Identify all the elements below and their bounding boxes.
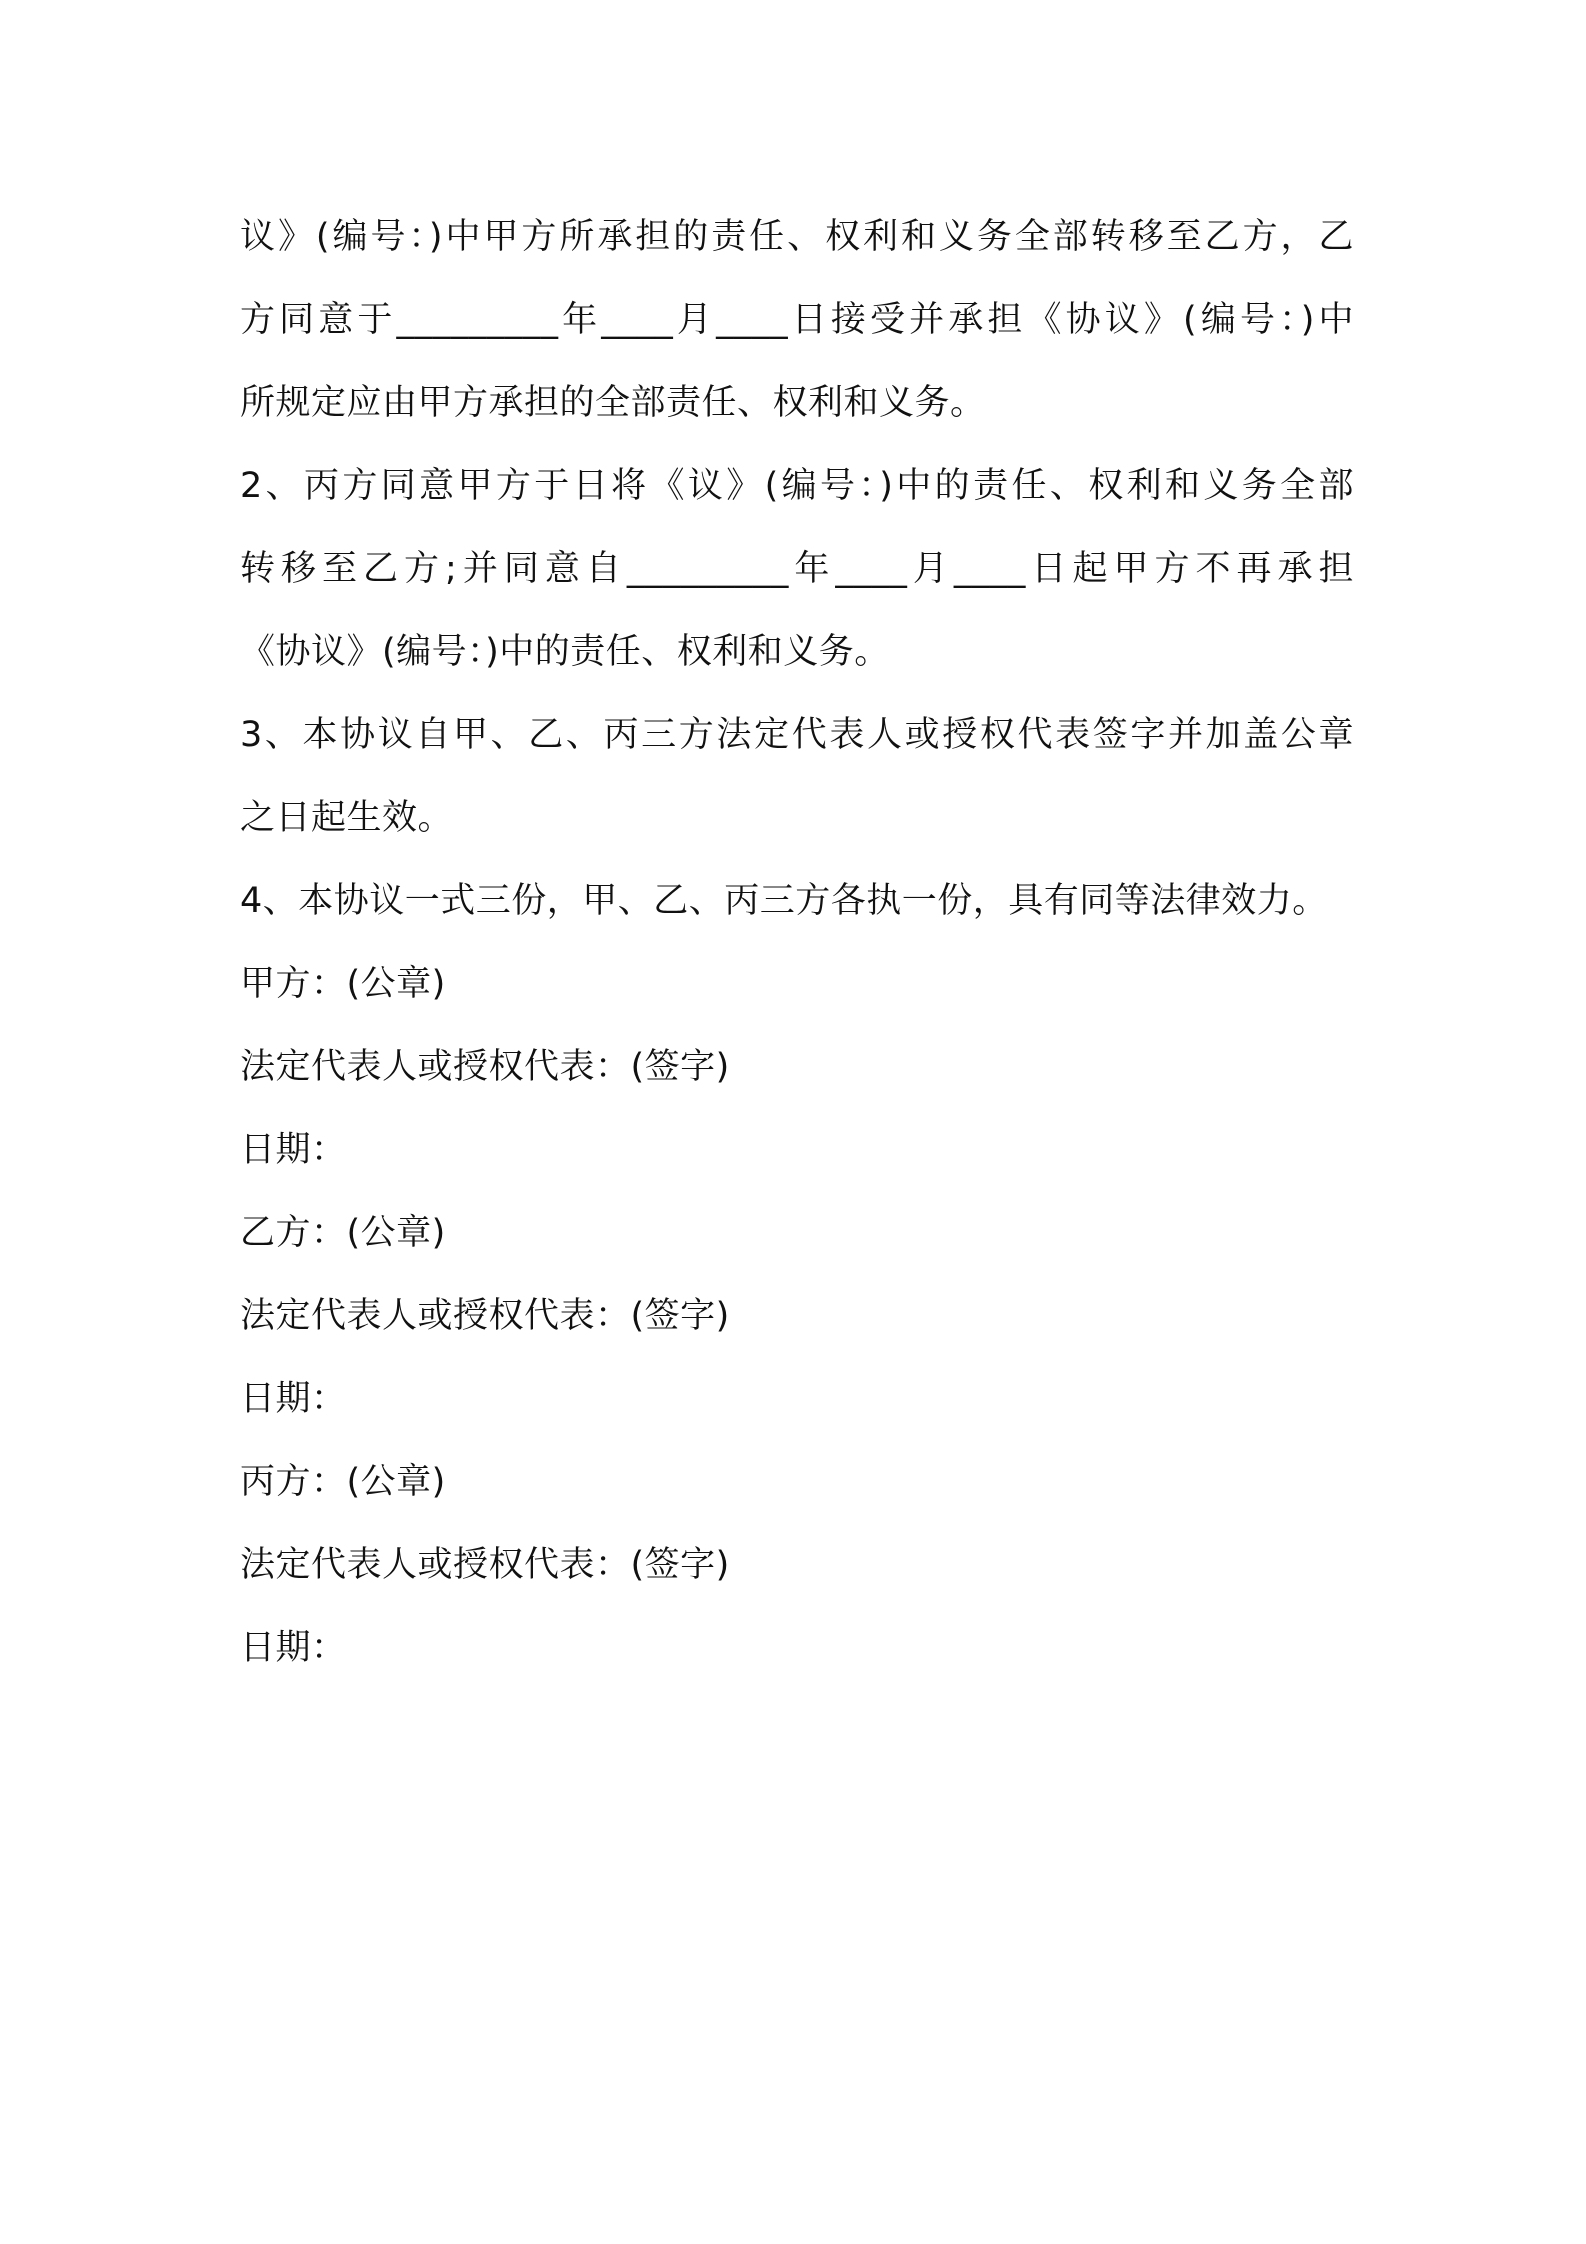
representative-signature-label: 法定代表人或授权代表：(签字) xyxy=(240,1296,730,1336)
date-label: 日期： xyxy=(240,1379,347,1419)
party-seal-label: 乙方：(公章) xyxy=(240,1213,446,1253)
party-seal-label: 甲方：(公章) xyxy=(240,964,446,1004)
clause-line: 方同意于_________年____月____日接受并承担《协议》(编号：)中 xyxy=(240,300,1354,340)
clause-line: 之日起生效。 xyxy=(240,798,454,838)
clause-line: 3、本协议自甲、乙、丙三方法定代表人或授权代表签字并加盖公章 xyxy=(240,715,1354,755)
clause-line: 议》(编号：)中甲方所承担的责任、权利和义务全部转移至乙方，乙 xyxy=(240,217,1354,257)
party-seal-label: 丙方：(公章) xyxy=(240,1462,446,1502)
clause-line: 所规定应由甲方承担的全部责任、权利和义务。 xyxy=(240,383,986,423)
representative-signature-label: 法定代表人或授权代表：(签字) xyxy=(240,1047,730,1087)
clause-line: 2、丙方同意甲方于日将《议》(编号：)中的责任、权利和义务全部 xyxy=(240,466,1354,506)
representative-signature-label: 法定代表人或授权代表：(签字) xyxy=(240,1545,730,1585)
clause-line: 转移至乙方;并同意自_________年____月____日起甲方不再承担 xyxy=(240,549,1354,589)
date-label: 日期： xyxy=(240,1130,347,1170)
signature-block-party-b xyxy=(240,1192,1370,1441)
signature-block-party-a xyxy=(240,943,1370,1192)
clause-line: 《协议》(编号：)中的责任、权利和义务。 xyxy=(240,632,890,672)
document-body xyxy=(240,196,1370,1690)
signature-block-party-c xyxy=(240,1441,1370,1690)
clause-line: 4、本协议一式三份，甲、乙、丙三方各执一份，具有同等法律效力。 xyxy=(240,881,1328,921)
date-label: 日期： xyxy=(240,1628,347,1668)
